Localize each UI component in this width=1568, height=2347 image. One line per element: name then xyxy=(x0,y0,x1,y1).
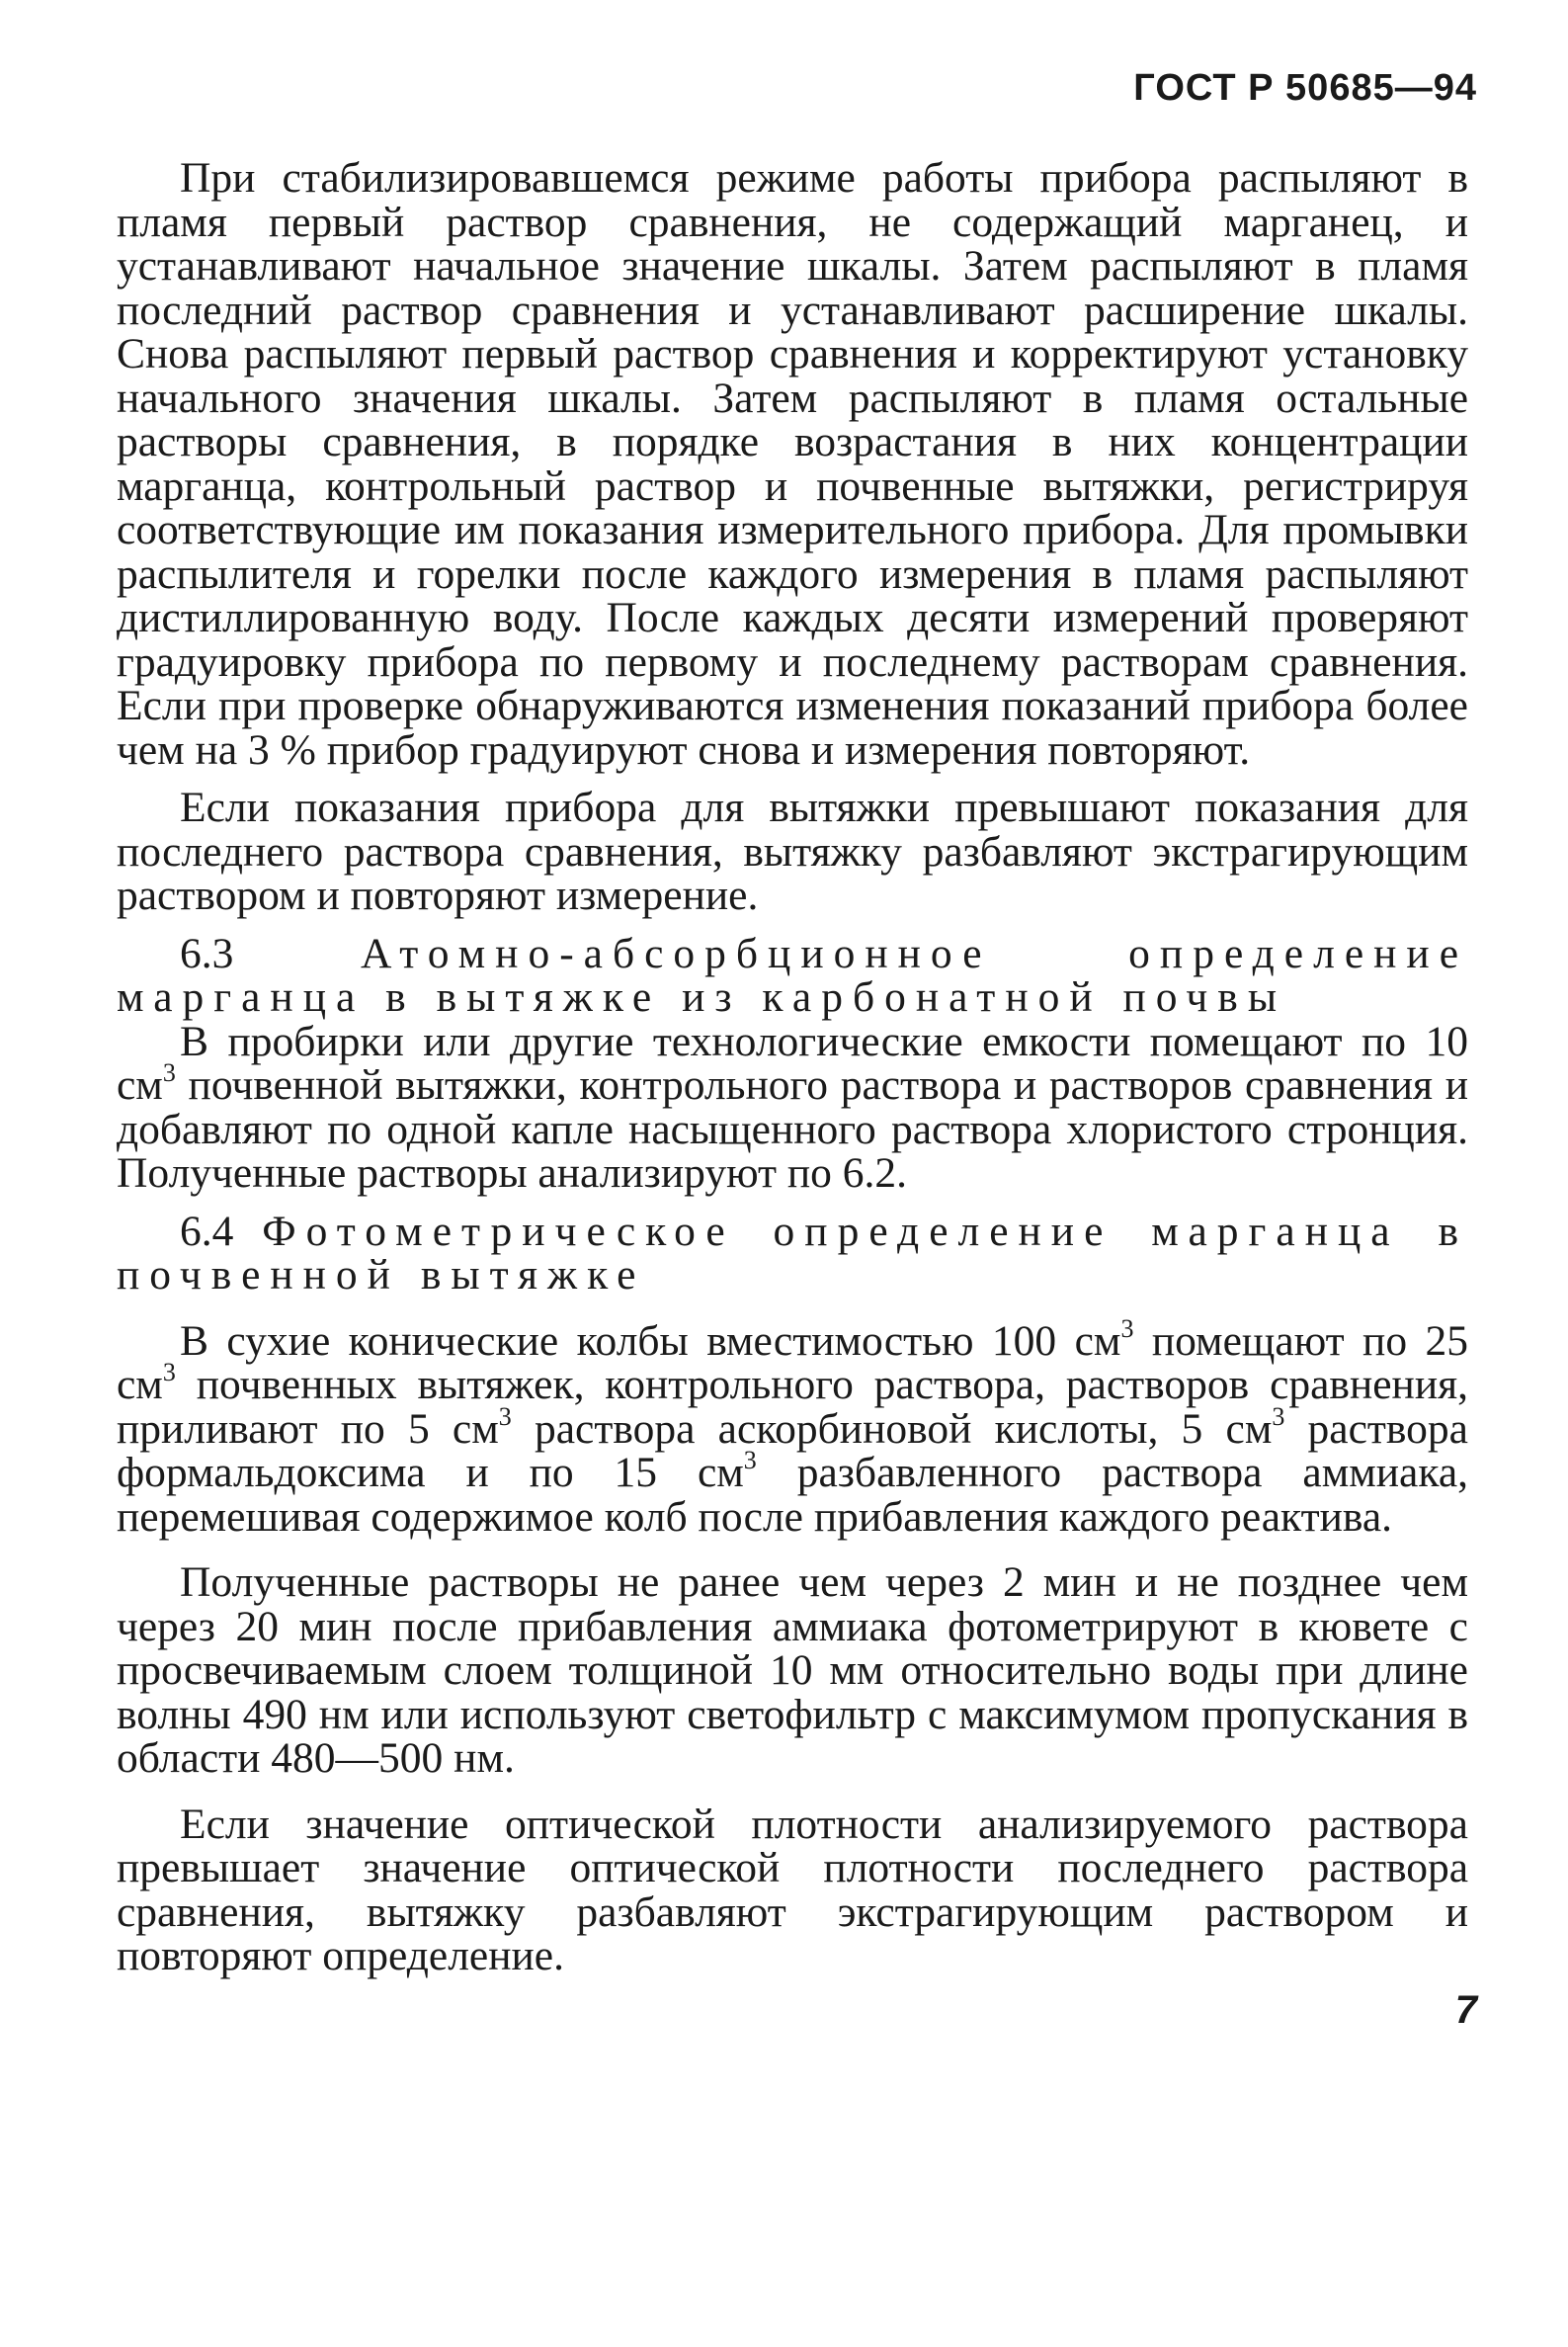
section-number: 6.4 xyxy=(180,1207,234,1255)
page-body xyxy=(117,156,1468,1978)
section-6-4-heading xyxy=(117,1207,1468,1299)
section-number: 6.3 xyxy=(180,929,234,977)
paragraph-photometry: Полученные растворы не ранее чем через 2 мин и не позднее чем через 20 мин после прибавления аммиака фотометрируют в кювете с просвечиваемым слоем толщиной 10 мм относительно воды при длине волны 490 нм или используют светофильтр с максимумом пропускания в области 480—500 нм. xyxy=(117,1558,1468,1782)
paragraph-dilution: Если показания прибора для вытяжки превышают показания для последнего раствора сравнения, вытяжку разбавляют экстрагирующим раствором и повторяют измерение. xyxy=(117,784,1468,919)
paragraph-optical-density: Если значение оптической плотности анализируемого раствора превышает значение оптической плотности последнего раствора сравнения, вытяжку разбавляют экстрагирующим раствором и повторяют определение. xyxy=(117,1800,1468,1979)
paragraph-strontium: В пробирки или другие технологические емкости помещают по 10 $см^3$ почвенной вытяжки, контрольного раствора и растворов сравнения и добавляют по одной капле насыщенного раствора хлористого стронция. Полученные растворы анализируют по 6.2. xyxy=(117,1017,1468,1197)
section-6-3-heading xyxy=(117,929,1468,1021)
section-title: Фотометрическое определение марганца в почвенной вытяжке xyxy=(117,1207,1468,1299)
document-code: ГОСТ Р 50685—94 xyxy=(1133,67,1477,109)
page-number: 7 xyxy=(1454,1988,1477,2032)
paragraph-reagents: В сухие конические колбы вместимостью 100 $см^3$ помещают по 25 $см^3$ почвенных вытяжек, контрольного раствора, растворов сравнения, приливают по 5 $см^3$ раствора аскорбиновой кислоты, 5 $см^3$ раствора формальдоксима и по 15 $см^3$ разбавленного раствора аммиака, перемешивая содержимое колб после прибавления каждого реактива. xyxy=(117,1313,1468,1541)
paragraph-calibration: При стабилизировавшемся режиме работы прибора распыляют в пламя первый раствор сравнения, не содержащий марганец, и устанавливают начальное значение шкалы. Затем распыляют в пламя последний раствор сравнения и устанавливают расширение шкалы. Снова распыляют первый раствор сравнения и корректируют установку начального значения шкалы. Затем распыляют в пламя остальные растворы сравнения, в порядке возрастания в них концентрации марганца, контрольный раствор и почвенные вытяжки, регистрируя соответствующие им показания измерительного прибора. Для промывки распылителя и горелки после каждого измерения в пламя распыляют дистиллированную воду. После каждых десяти измерений проверяют градуировку прибора по первому и последнему растворам сравнения. Если при проверке обнаруживаются изменения показаний прибора более чем на 3 % прибор градуируют снова и измерения повторяют. xyxy=(117,154,1468,774)
section-title: Атомно-абсорбционное определение марганца в вытяжке из карбонатной почвы xyxy=(117,929,1468,1021)
